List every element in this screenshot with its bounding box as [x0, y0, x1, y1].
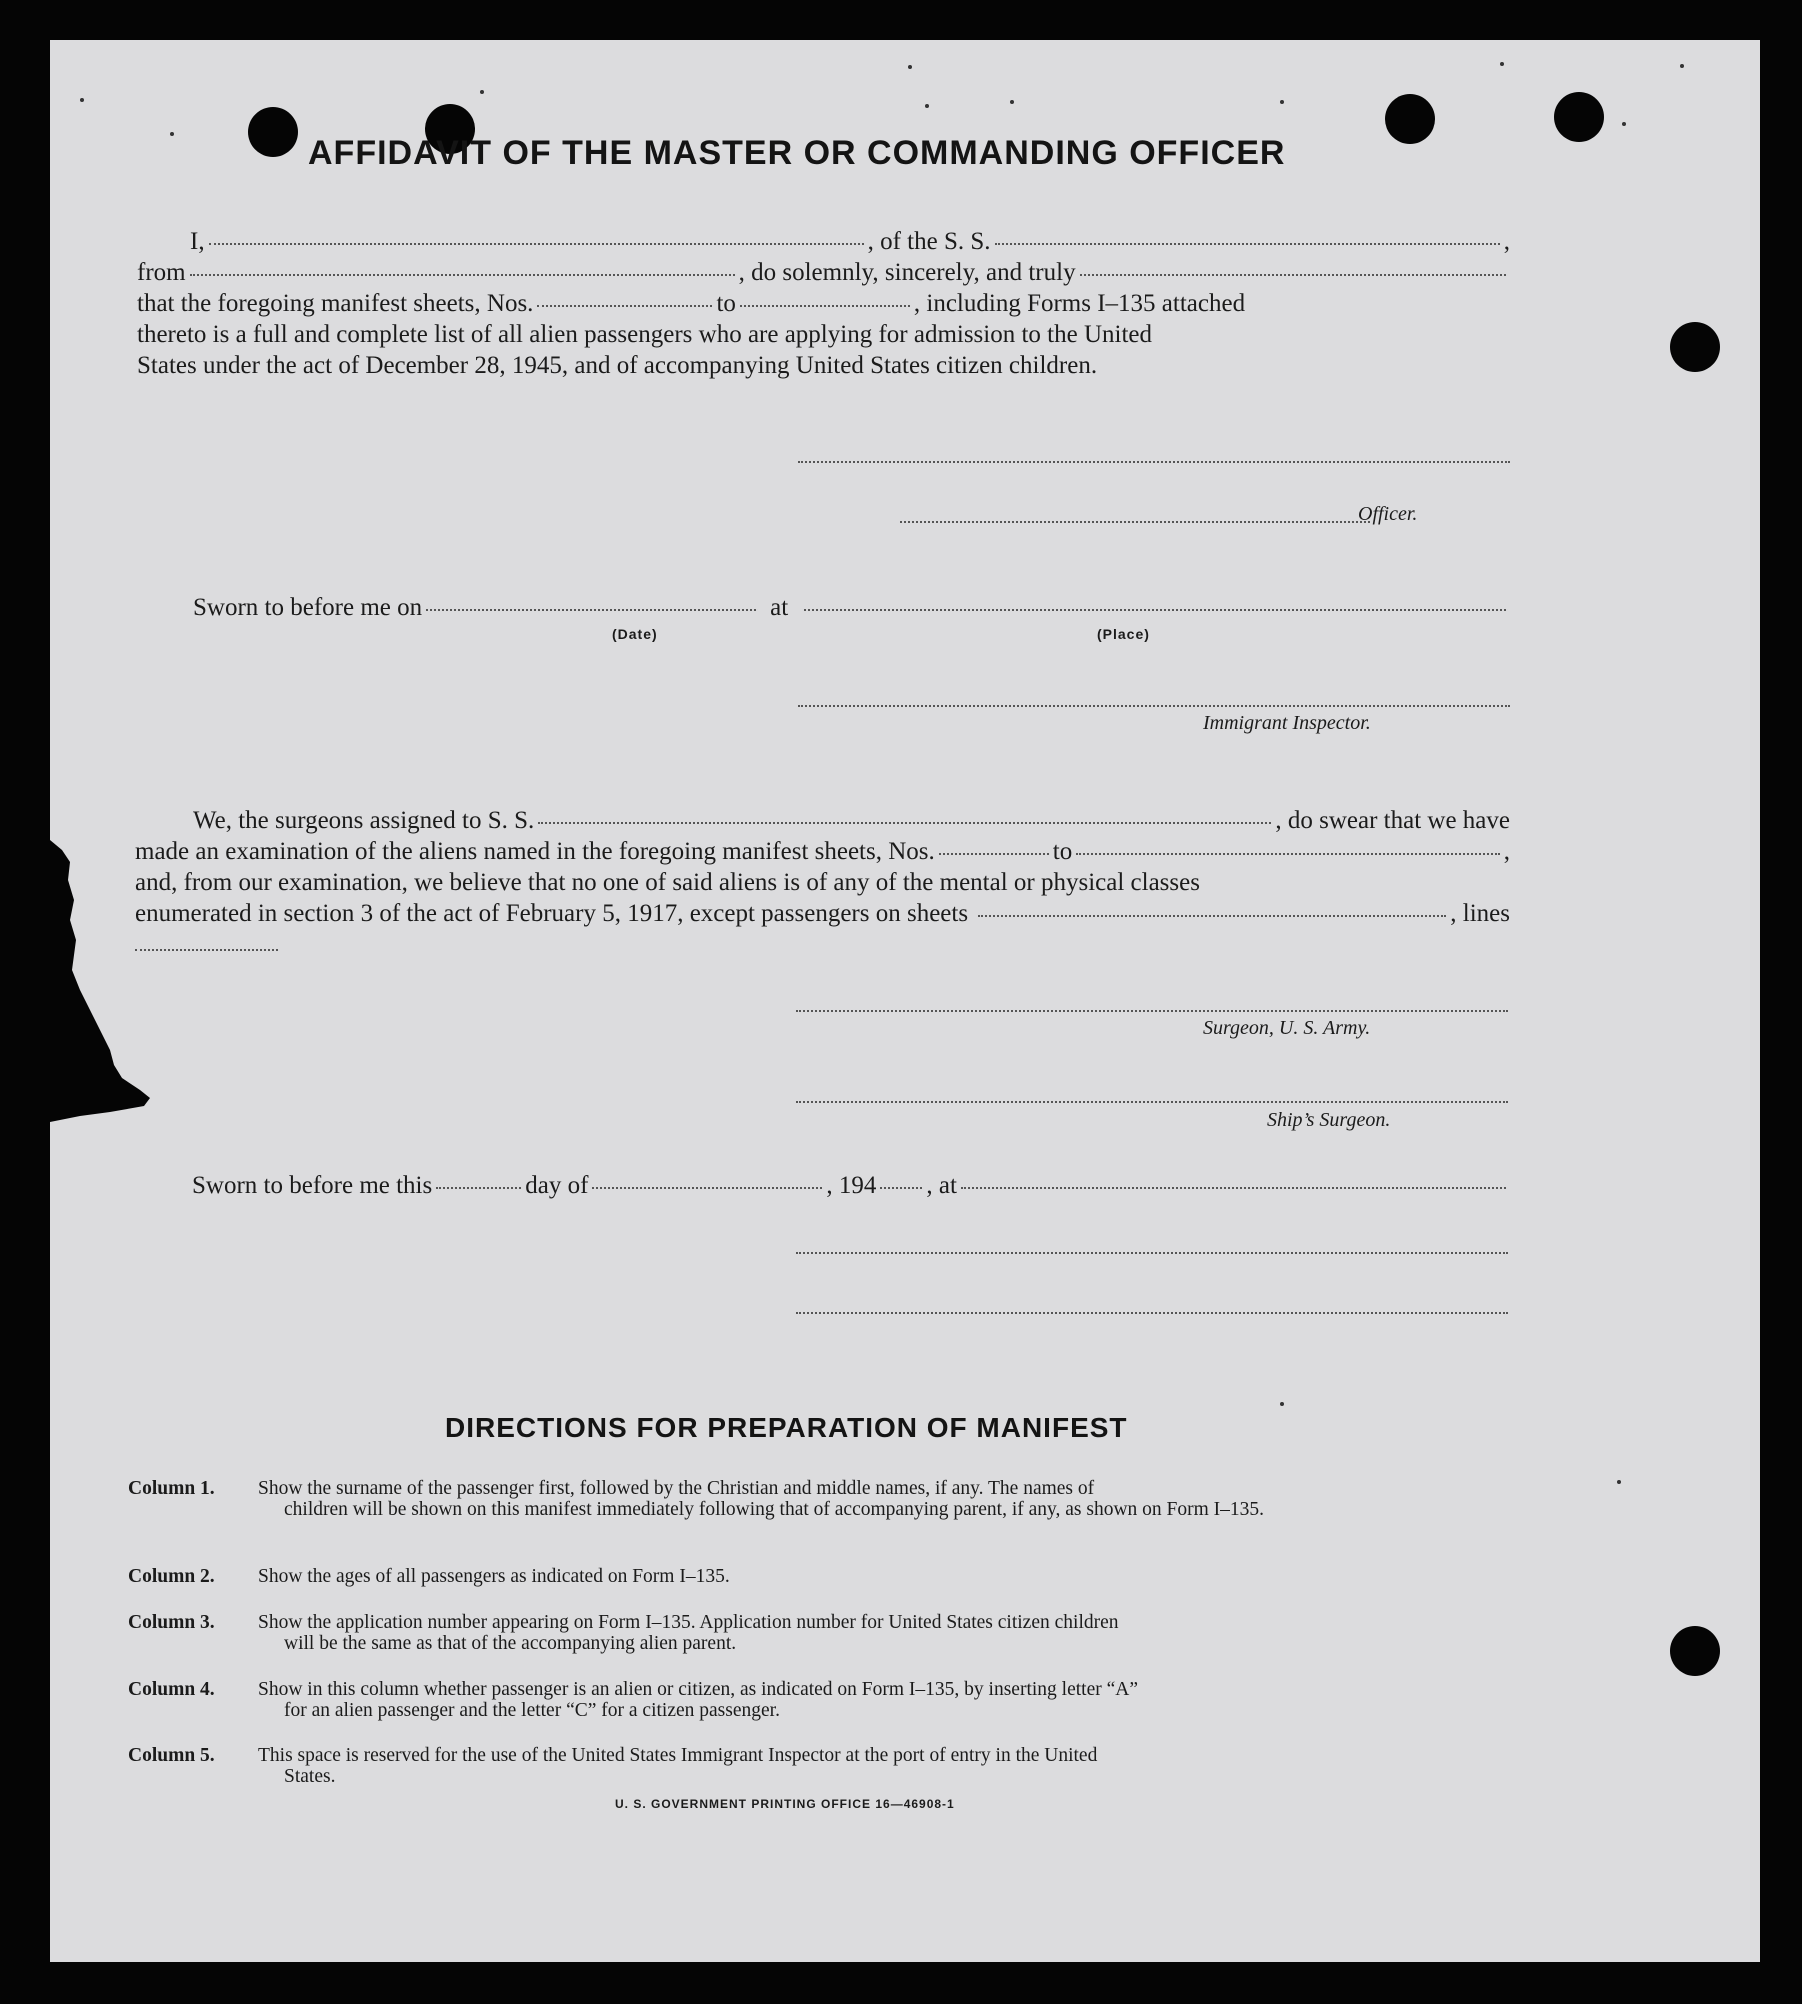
- ship-name-field[interactable]: [995, 243, 1500, 245]
- surgeons-line-1: We, the surgeons assigned to S. S. , do swear that we have: [193, 807, 1510, 834]
- affidavit-line-4: thereto is a full and complete list of all alien passengers who are applying for admission to the United: [137, 321, 1153, 348]
- inspector-signature-line[interactable]: [798, 705, 1510, 707]
- affidavit-line-2: from , do solemnly, sincerely, and truly: [137, 258, 1510, 288]
- direction-item: Column 2. Show the ages of all passengers as indicated on Form I–135.: [128, 1566, 730, 1587]
- direction-item: Column 5. This space is reserved for the use of the United States Immigrant Inspector at the port of entry in the United States.: [128, 1745, 1098, 1787]
- surgeon-sheet-to-field[interactable]: [1076, 853, 1500, 855]
- sworn2-day-field[interactable]: [436, 1187, 521, 1189]
- sworn2-year-field[interactable]: [880, 1187, 922, 1189]
- surgeon-ship-field[interactable]: [538, 822, 1271, 824]
- sheet-to-field[interactable]: [740, 305, 910, 307]
- from-port-field[interactable]: [190, 274, 735, 276]
- officer-title-line[interactable]: [900, 521, 1370, 523]
- sworn2-place-field[interactable]: [961, 1187, 1506, 1189]
- oath-type-field[interactable]: [1080, 274, 1506, 276]
- officer-name-field[interactable]: [209, 243, 864, 245]
- punch-hole: [1385, 94, 1435, 144]
- except-sheets-field[interactable]: [978, 915, 1446, 917]
- sworn2-signature-line-2[interactable]: [796, 1312, 1508, 1314]
- army-surgeon-caption: Surgeon, U. S. Army.: [1203, 1017, 1371, 1039]
- place-caption: (Place): [1097, 626, 1150, 642]
- direction-item: Column 1. Show the surname of the passenger first, followed by the Christian and middle names, if any. The names of children will be shown on this manifest immediately following that of accompanying parent, if any, as shown on Form I–135.: [128, 1478, 1265, 1520]
- affidavit-line-1: I, , of the S. S. ,: [190, 228, 1510, 255]
- sworn2-month-field[interactable]: [592, 1187, 822, 1189]
- directions-title: DIRECTIONS FOR PREPARATION OF MANIFEST: [445, 1412, 1128, 1443]
- affidavit-line-3: that the foregoing manifest sheets, Nos. to , including Forms I–135 attached: [137, 290, 1246, 317]
- sworn-line-2: Sworn to before me this day of , 194 , at: [192, 1171, 1510, 1201]
- surgeon-sheet-from-field[interactable]: [939, 853, 1049, 855]
- inspector-caption: Immigrant Inspector.: [1203, 712, 1371, 734]
- officer-signature-line[interactable]: [798, 461, 1510, 463]
- ship-surgeon-caption: Ship’s Surgeon.: [1267, 1109, 1391, 1131]
- sworn-line-1: Sworn to before me on at: [193, 593, 1510, 623]
- surgeons-line-4: enumerated in section 3 of the act of February 5, 1917, except passengers on sheets , lines: [135, 900, 1510, 927]
- officer-caption: Officer.: [1358, 503, 1418, 525]
- surgeons-line-3: and, from our examination, we believe that no one of said aliens is of any of the mental or physical classes: [135, 869, 1200, 896]
- ship-surgeon-signature-line[interactable]: [796, 1101, 1508, 1103]
- sworn-date-field[interactable]: [426, 609, 756, 611]
- sheet-from-field[interactable]: [537, 305, 712, 307]
- form-page: [50, 40, 1760, 1962]
- sworn-place-field[interactable]: [804, 609, 1506, 611]
- except-lines-field[interactable]: [135, 949, 278, 951]
- punch-hole: [1670, 322, 1720, 372]
- direction-item: Column 3. Show the application number appearing on Form I–135. Application number for United States citizen children will be the same as that of the accompanying alien parent.: [128, 1612, 1119, 1654]
- printer-imprint: U. S. GOVERNMENT PRINTING OFFICE 16—46908-1: [615, 1797, 955, 1811]
- affidavit-line-5: States under the act of December 28, 1945, and of accompanying United States citizen children.: [137, 352, 1098, 379]
- sworn2-signature-line-1[interactable]: [796, 1252, 1508, 1254]
- punch-hole: [248, 107, 298, 157]
- punch-hole: [1554, 92, 1604, 142]
- affidavit-title: AFFIDAVIT OF THE MASTER OR COMMANDING OFFICER: [308, 134, 1286, 172]
- army-surgeon-signature-line[interactable]: [796, 1010, 1508, 1012]
- surgeons-line-2: made an examination of the aliens named in the foregoing manifest sheets, Nos. to ,: [135, 838, 1510, 865]
- punch-hole: [1670, 1626, 1720, 1676]
- direction-item: Column 4. Show in this column whether passenger is an alien or citizen, as indicated on Form I–135, by inserting letter “A” for an alien passenger and the letter “C” for a citizen passenger.: [128, 1679, 1138, 1721]
- date-caption: (Date): [612, 626, 658, 642]
